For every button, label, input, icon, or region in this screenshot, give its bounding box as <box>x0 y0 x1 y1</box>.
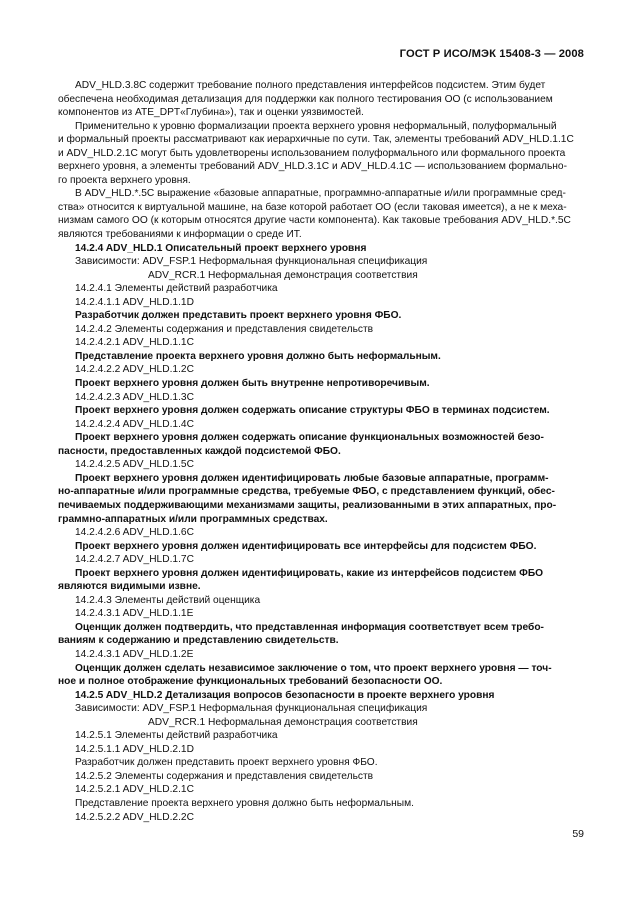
text-line: верхнего уровня, а элементы требований ADV_HLD.3.1C и ADV_HLD.4.1C — использованием формально- <box>58 161 567 173</box>
document-body <box>58 79 586 824</box>
text-line: ADV_RCR.1 Неформальная демонстрация соответствия <box>148 269 418 281</box>
text-line: 14.2.4.2.6 ADV_HLD.1.6C <box>75 527 194 539</box>
text-line: 14.2.4.2.2 ADV_HLD.1.2C <box>75 364 194 376</box>
text-line: 14.2.5.1 Элементы действий разработчика <box>75 730 278 742</box>
text-line: 14.2.4 ADV_HLD.1 Описательный проект верхнего уровня <box>75 242 367 254</box>
text-line: пасности, предоставленных каждой подсистемой ФБО. <box>58 445 341 457</box>
text-line: но-аппаратные и/или программные средства, требуемые ФБО, с представлением функций, обес- <box>58 486 555 498</box>
text-line: ное и полное отображение функциональных требований безопасности ОО. <box>58 676 443 688</box>
text-line: ADV_HLD.3.8C содержит требование полного представления интерфейсов подсистем. Этим будет <box>75 80 546 91</box>
text-line: 14.2.4.3.1 ADV_HLD.1.2E <box>75 648 194 660</box>
text-line: Разработчик должен представить проект верхнего уровня ФБО. <box>75 310 402 322</box>
text-line: Проект верхнего уровня должен идентифицировать любые базовые аппаратные, программ- <box>75 472 549 484</box>
text-line: ства» относится к виртуальной машине, на базе которой работает ОО (если таковая имеется), а не к меха- <box>58 201 567 213</box>
text-line: Оценщик должен подтвердить, что представленная информация соответствует всем требо- <box>75 621 544 633</box>
text-line: граммно-аппаратных и/или программных средствах. <box>58 513 328 525</box>
text-line: 14.2.4.1 Элементы действий разработчика <box>75 283 278 295</box>
text-line: и ADV_HLD.2.1C могут быть удовлетворены использованием полуформального или формального проекта <box>58 147 566 159</box>
document-header: ГОСТ Р ИСО/МЭК 15408-3 — 2008 <box>399 48 584 60</box>
text-line: 14.2.5.2.1 ADV_HLD.2.1C <box>75 784 194 796</box>
text-line: печиваемых поддерживающими механизмами защиты, реализованными в этих аппаратных, про- <box>58 499 557 511</box>
text-line: 14.2.4.2 Элементы содержания и представления свидетельств <box>75 323 374 335</box>
text-line: Представление проекта верхнего уровня должно быть неформальным. <box>75 797 414 809</box>
text-line: низмам самого ОО (к которым относятся другие части компонента). Как таковые требования ADV_HLD.*.5C <box>58 215 571 227</box>
text-line: го проекта верхнего уровня. <box>58 174 191 186</box>
text-line: являются видимыми извне. <box>58 581 201 593</box>
text-line: ADV_RCR.1 Неформальная демонстрация соответствия <box>148 716 418 728</box>
text-line: Проект верхнего уровня должен идентифицировать, какие из интерфейсов подсистем ФБО <box>75 567 544 579</box>
text-line: Проект верхнего уровня должен идентифицировать все интерфейсы для подсистем ФБО. <box>75 540 537 552</box>
text-line: являются требованиями к информации о среде ИТ. <box>58 229 302 241</box>
text-line: 14.2.4.2.5 ADV_HLD.1.5C <box>75 459 194 471</box>
text-line: Представление проекта верхнего уровня должно быть неформальным. <box>75 350 441 362</box>
text-line: обеспечена необходимая детализация для поддержки как полного тестирования ОО (с использованием <box>58 93 553 105</box>
text-line: 14.2.4.2.4 ADV_HLD.1.4C <box>75 418 194 430</box>
text-line: 14.2.5 ADV_HLD.2 Детализация вопросов безопасности в проекте верхнего уровня <box>75 689 495 701</box>
text-line: 14.2.4.1.1 ADV_HLD.1.1D <box>75 296 194 308</box>
page-number: 59 <box>572 828 584 840</box>
text-line: Зависимости: ADV_FSP.1 Неформальная функциональная спецификация <box>75 256 428 268</box>
text-line: 14.2.4.3.1 ADV_HLD.1.1E <box>75 608 194 620</box>
text-line: ваниям к содержанию и представлению свидетельств. <box>58 635 339 647</box>
text-line: 14.2.5.2.2 ADV_HLD.2.2C <box>75 811 194 823</box>
text-line: компонентов из ATE_DPT«Глубина»), так и оценки уязвимостей. <box>58 107 364 119</box>
text-line: 14.2.4.2.1 ADV_HLD.1.1C <box>75 337 194 349</box>
text-line: 14.2.4.3 Элементы действий оценщика <box>75 594 261 606</box>
text-line: Проект верхнего уровня должен содержать описание функциональных возможностей безо- <box>75 432 544 444</box>
text-line: Применительно к уровню формализации проекта верхнего уровня неформальный, полуформальный <box>75 120 557 132</box>
text-line: 14.2.5.1.1 ADV_HLD.2.1D <box>75 743 194 755</box>
text-line: Оценщик должен сделать независимое заключение о том, что проект верхнего уровня — точ- <box>75 662 552 674</box>
text-line: и формальный проекты рассматривают как иерархичные по сути. Так, элементы требований ADV_HLD.1.1C <box>58 134 574 146</box>
text-line: Зависимости: ADV_FSP.1 Неформальная функциональная спецификация <box>75 703 428 715</box>
text-line: Проект верхнего уровня должен быть внутренне непротиворечивым. <box>75 378 430 390</box>
text-line: 14.2.4.2.3 ADV_HLD.1.3C <box>75 391 194 403</box>
text-line: 14.2.5.2 Элементы содержания и представления свидетельств <box>75 770 374 782</box>
text-line: 14.2.4.2.7 ADV_HLD.1.7C <box>75 554 194 566</box>
text-line: В ADV_HLD.*.5C выражение «базовые аппаратные, программно-аппаратные и/или программные сред- <box>75 188 566 200</box>
text-line: Проект верхнего уровня должен содержать описание структуры ФБО в терминах подсистем. <box>75 405 550 417</box>
text-line: Разработчик должен представить проект верхнего уровня ФБО. <box>75 757 378 769</box>
